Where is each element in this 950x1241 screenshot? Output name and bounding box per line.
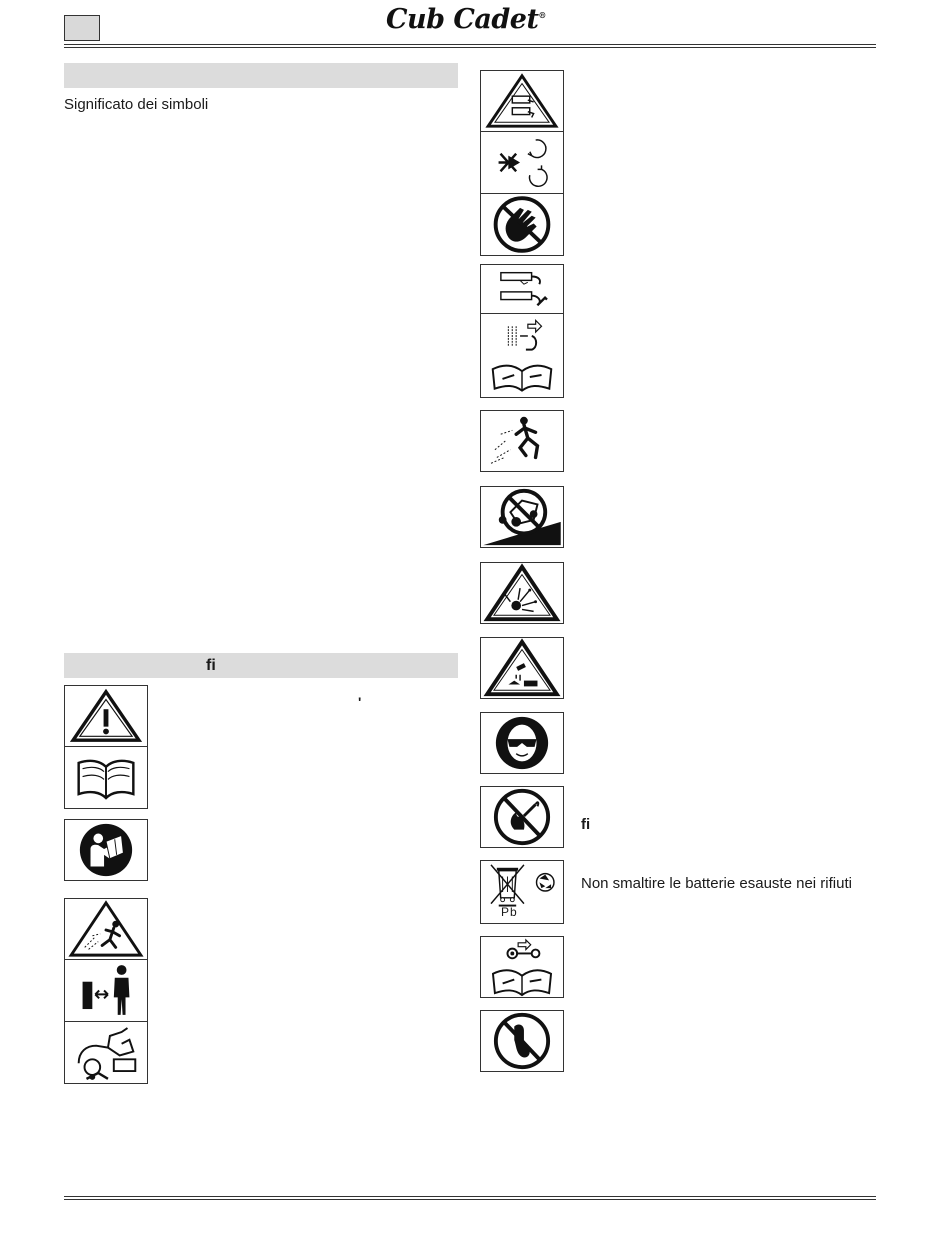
corrosive-icon (480, 637, 564, 699)
header-rule (64, 44, 876, 45)
text-fi: fi (581, 816, 591, 833)
hose-icon (480, 264, 564, 314)
section-band-2-text: fi (206, 657, 216, 674)
pb-label: Pb (501, 905, 518, 919)
key-maintenance-icon (480, 936, 564, 998)
brand-logo: Cub Cadet® (386, 4, 546, 35)
no-slope-icon (480, 486, 564, 548)
warning-triangle-icon (64, 685, 148, 747)
symbol-group-right-1 (480, 70, 564, 256)
read-manual-icon (64, 819, 148, 881)
hand-crush-triangle-icon (480, 70, 564, 132)
eye-protection-icon (480, 712, 564, 774)
stray-mark: ' (358, 694, 362, 710)
hand-prohibition-icon (480, 194, 564, 256)
battery-recycle-icon (480, 860, 564, 924)
symbol-group-thrown (64, 898, 148, 1084)
header-rule-2 (64, 47, 876, 48)
footer-rule-2 (64, 1199, 876, 1200)
intro-title: Significato dei simboli (64, 96, 209, 113)
footer-rule (64, 1196, 876, 1197)
rotating-blades-icon (480, 132, 564, 194)
section-band-1 (64, 63, 458, 88)
section-band-2 (64, 653, 458, 678)
no-fire-icon (480, 786, 564, 848)
page-number-box (64, 15, 100, 41)
battery-text: Non smaltire le batterie esauste nei rifiuti (581, 875, 852, 892)
manual-book-icon (64, 747, 148, 809)
explosion-icon (480, 562, 564, 624)
thrown-person-icon (480, 410, 564, 472)
rollover-icon (64, 1022, 148, 1084)
symbol-group-warning (64, 685, 148, 809)
pto-maintenance-icon (480, 314, 564, 398)
no-step-icon (480, 1010, 564, 1072)
thrown-objects-icon (64, 898, 148, 960)
keep-distance-icon (64, 960, 148, 1022)
symbol-group-right-2 (480, 264, 564, 398)
